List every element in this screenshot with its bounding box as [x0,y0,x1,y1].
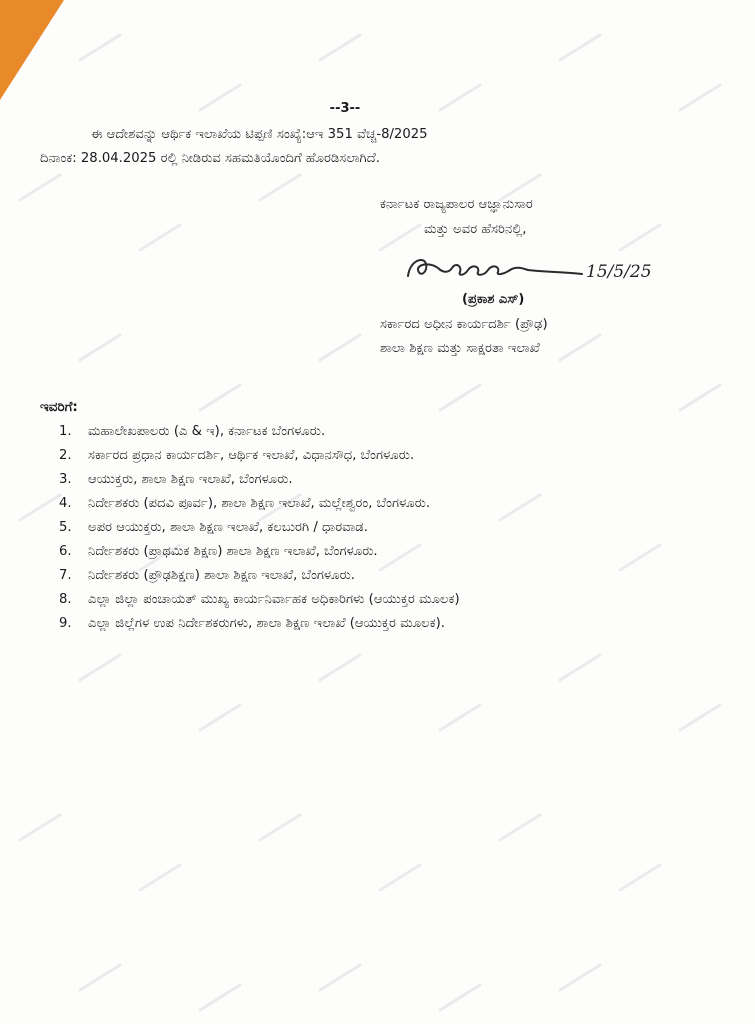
cc-list [59,420,651,636]
authority-line-1: ಕರ್ನಾಟಕ ರಾಜ್ಯಪಾಲರ ಆಜ್ಞಾನುಸಾರ [380,197,533,212]
cc-list-item [59,588,651,612]
cc-item-text: ಎಲ್ಲಾ ಜಿಲ್ಲೆಗಳ ಉಪ ನಿರ್ದೇಶಕರುಗಳು, ಶಾಲಾ ಶಿಕ್ಷಣ ಇಲಾಖೆ (ಆಯುಕ್ತರ ಮೂಲಕ). [88,616,445,631]
handwritten-signature [404,250,584,290]
cc-list-item [59,420,651,444]
cc-heading: ಇವರಿಗೆ: [40,399,78,415]
cc-list-item [59,564,651,588]
page-number: --3-- [329,101,361,116]
authority-line-2: ಮತ್ತು ಅವರ ಹೆಸರಿನಲ್ಲಿ, [424,222,527,237]
designation-line-1: ಸರ್ಕಾರದ ಅಧೀನ ಕಾರ್ಯದರ್ಶಿ (ಪ್ರೌಢ) [380,317,548,332]
cc-item-number: 8. [59,592,72,607]
cc-list-item [59,540,651,564]
cc-item-number: 2. [59,448,72,463]
cc-item-number: 7. [59,568,72,583]
cc-item-text: ಆಯುಕ್ತರು, ಶಾಲಾ ಶಿಕ್ಷಣ ಇಲಾಖೆ, ಬೆಂಗಳೂರು. [88,472,293,487]
page-corner-fold [0,0,64,100]
cc-item-number: 5. [59,520,72,535]
cc-item-number: 9. [59,616,72,631]
cc-item-number: 3. [59,472,72,487]
cc-item-number: 6. [59,544,72,559]
cc-item-text: ಮಹಾಲೇಖಪಾಲರು (ಎ & ಇ), ಕರ್ನಾಟಕ ಬೆಂಗಳೂರು. [88,424,326,439]
cc-item-text: ಎಲ್ಲಾ ಜಿಲ್ಲಾ ಪಂಚಾಯತ್ ಮುಖ್ಯ ಕಾರ್ಯನಿರ್ವಾಹಕ ಅಧಿಕಾರಿಗಳು (ಆಯುಕ್ತರ ಮೂಲಕ) [88,592,460,607]
cc-item-text: ನಿರ್ದೇಶಕರು (ಪ್ರಾಥಮಿಕ ಶಿಕ್ಷಣ) ಶಾಲಾ ಶಿಕ್ಷಣ ಇಲಾಖೆ, ಬೆಂಗಳೂರು. [88,544,378,559]
paragraph-line-2: ದಿನಾಂಕ: 28.04.2025 ರಲ್ಲಿ ನೀಡಿರುವ ಸಹಮತಿಯೊಂದಿಗೆ ಹೊರಡಿಸಲಾಗಿದೆ. [40,151,380,166]
cc-item-text: ಅಪರ ಆಯುಕ್ತರು, ಶಾಲಾ ಶಿಕ್ಷಣ ಇಲಾಖೆ, ಕಲಬುರಗಿ / ಧಾರವಾಡ. [88,520,368,535]
signature-date: 15/5/25 [586,262,652,282]
cc-list-item [59,516,651,540]
cc-item-number: 4. [59,496,72,511]
cc-list-item [59,444,651,468]
designation-line-2: ಶಾಲಾ ಶಿಕ್ಷಣ ಮತ್ತು ಸಾಕ್ಷರತಾ ಇಲಾಖೆ [380,341,540,356]
paragraph-line-1: ಈ ಆದೇಶವನ್ನು ಆರ್ಥಿಕ ಇಲಾಖೆಯ ಟಿಪ್ಪಣಿ ಸಂಖ್ಯೆ:ಆಇ 351 ವೆಚ್ಚ-8/2025 [91,127,428,142]
cc-item-number: 1. [59,424,72,439]
cc-item-text: ನಿರ್ದೇಶಕರು (ಪ್ರೌಢಶಿಕ್ಷಣ) ಶಾಲಾ ಶಿಕ್ಷಣ ಇಲಾಖೆ, ಬೆಂಗಳೂರು. [88,568,355,583]
cc-list-item [59,468,651,492]
signatory-name: (ಪ್ರಕಾಶ ಎಸ್) [462,292,525,307]
cc-list-item [59,492,651,516]
cc-item-text: ನಿರ್ದೇಶಕರು (ಪದವಿ ಪೂರ್ವ), ಶಾಲಾ ಶಿಕ್ಷಣ ಇಲಾಖೆ, ಮಲ್ಲೇಶ್ವರಂ, ಬೆಂಗಳೂರು. [88,496,431,511]
cc-list-item [59,612,651,636]
cc-item-text: ಸರ್ಕಾರದ ಪ್ರಧಾನ ಕಾರ್ಯದರ್ಶಿ, ಆರ್ಥಿಕ ಇಲಾಖೆ, ವಿಧಾನಸೌಧ, ಬೆಂಗಳೂರು. [88,448,415,463]
